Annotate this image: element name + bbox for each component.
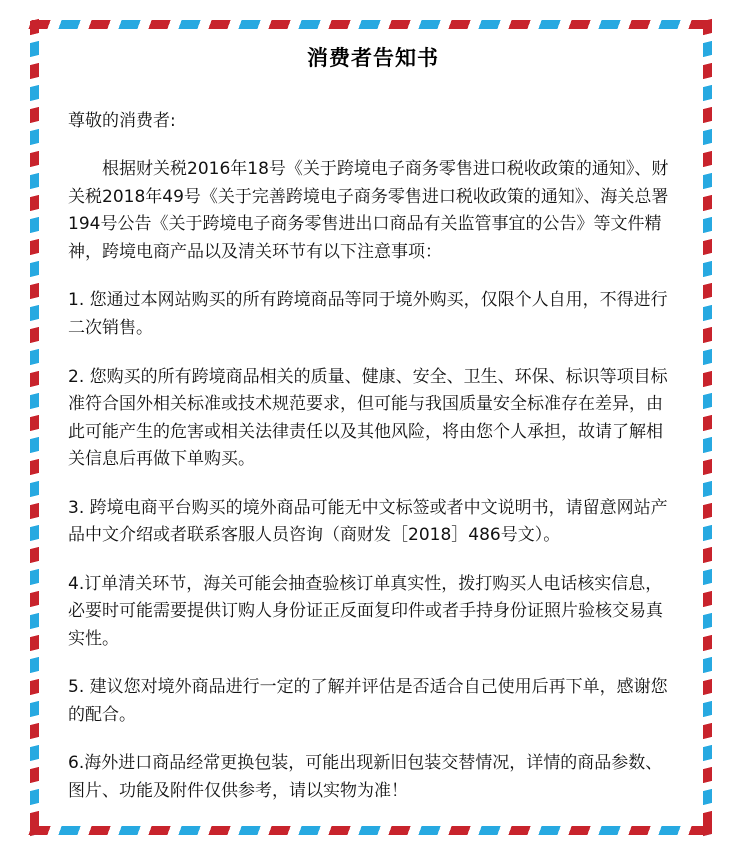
notice-content <box>68 42 678 805</box>
border-corner-bottom-left-icon <box>30 820 39 836</box>
border-corner-top-left-icon <box>30 19 39 35</box>
notice-item-6: 6.海外进口商品经常更换包装，可能出现新旧包装交替情况，详情的商品参数、图片、功能及附件仅供参考，请以实物为准！ <box>68 753 663 801</box>
salutation-text: 尊敬的消费者: <box>68 111 176 131</box>
notice-item-2: 2. 您购买的所有跨境商品相关的质量、健康、安全、卫生、环保、标识等项目标准符合国外相关标准或技术规范要求，但可能与我国质量安全标准存在差异，由此可能产生的危害或相关法律责任以及其他风险，将由您个人承担，故请了解相关信息后再做下单购买。 <box>68 366 668 470</box>
notice-item-5: 5. 建议您对境外商品进行一定的了解并评估是否适合自己使用后再下单，感谢您的配合。 <box>68 677 668 725</box>
page-title: 消费者告知书 <box>307 46 439 70</box>
notice-item-3: 3. 跨境电商平台购买的境外商品可能无中文标签或者中文说明书，请留意网站产品中文介绍或者联系客服人员咨询（商财发［2018］486号文）。 <box>68 497 668 546</box>
notice-item-1: 1. 您通过本网站购买的所有跨境商品等同于境外购买，仅限个人自用，不得进行二次销售。 <box>68 290 668 338</box>
border-left-dashes <box>30 19 39 836</box>
border-corner-top-right-icon <box>703 19 712 35</box>
preamble-paragraph: 根据财关税2016年18号《关于跨境电子商务零售进口税收政策的通知》、财关税2018年49号《关于完善跨境电子商务零售进口税收政策的通知》、海关总署194号公告《关于跨境电子商务零售进出口商品有关监管事宜的公告》等文件精神，跨境电商产品以及清关环节有以下注意事项： <box>68 159 669 262</box>
border-top-dashes <box>28 20 713 29</box>
border-corner-bottom-right-icon <box>703 820 712 836</box>
border-bottom-dashes <box>28 826 713 835</box>
border-right-dashes <box>703 19 712 836</box>
notice-item-4: 4.订单清关环节，海关可能会抽查验核订单真实性，拨打购买人电话核实信息，必要时可能需要提供订购人身份证正反面复印件或者手持身份证照片验核交易真实性。 <box>68 573 663 649</box>
